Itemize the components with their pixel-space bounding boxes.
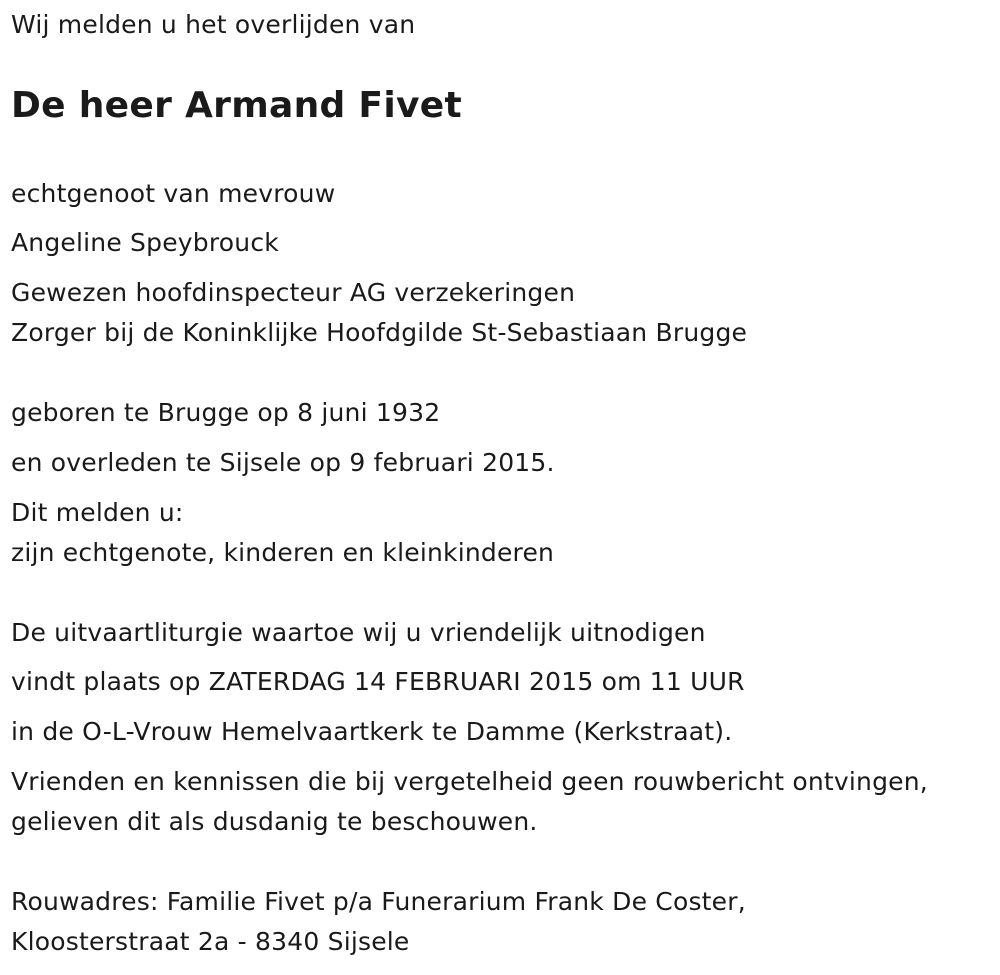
deceased-name-heading: De heer Armand Fivet: [11, 85, 462, 126]
funeral-line-2: vindt plaats op ZATERDAG 14 FEBRUARI 2015 om 11 UUR: [11, 667, 745, 696]
spouse-label: echtgenoot van mevrouw: [11, 179, 336, 208]
announcers-line: zijn echtgenote, kinderen en kleinkinderen: [11, 538, 555, 567]
funeral-line-1: De uitvaartliturgie waartoe wij u vriendelijk uitnodigen: [11, 618, 706, 647]
intro-line: Wij melden u het overlijden van: [11, 10, 416, 39]
occupation-line-2: Zorger bij de Koninklijke Hoofdgilde St-Sebastiaan Brugge: [11, 318, 748, 347]
funeral-line-3: in de O-L-Vrouw Hemelvaartkerk te Damme (Kerkstraat).: [11, 717, 733, 746]
announcers-label: Dit melden u:: [11, 498, 184, 527]
address-line-1: Rouwadres: Familie Fivet p/a Funerarium Frank De Coster,: [11, 887, 746, 916]
birth-line: geboren te Brugge op 8 juni 1932: [11, 398, 441, 427]
death-line: en overleden te Sijsele op 9 februari 2015.: [11, 448, 555, 477]
notice-line-1: Vrienden en kennissen die bij vergetelheid geen rouwbericht ontvingen,: [11, 767, 928, 796]
spouse-name: Angeline Speybrouck: [11, 228, 279, 257]
address-line-2: Kloosterstraat 2a - 8340 Sijsele: [11, 927, 410, 956]
notice-line-2: gelieven dit als dusdanig te beschouwen.: [11, 807, 538, 836]
occupation-line-1: Gewezen hoofdinspecteur AG verzekeringen: [11, 278, 576, 307]
